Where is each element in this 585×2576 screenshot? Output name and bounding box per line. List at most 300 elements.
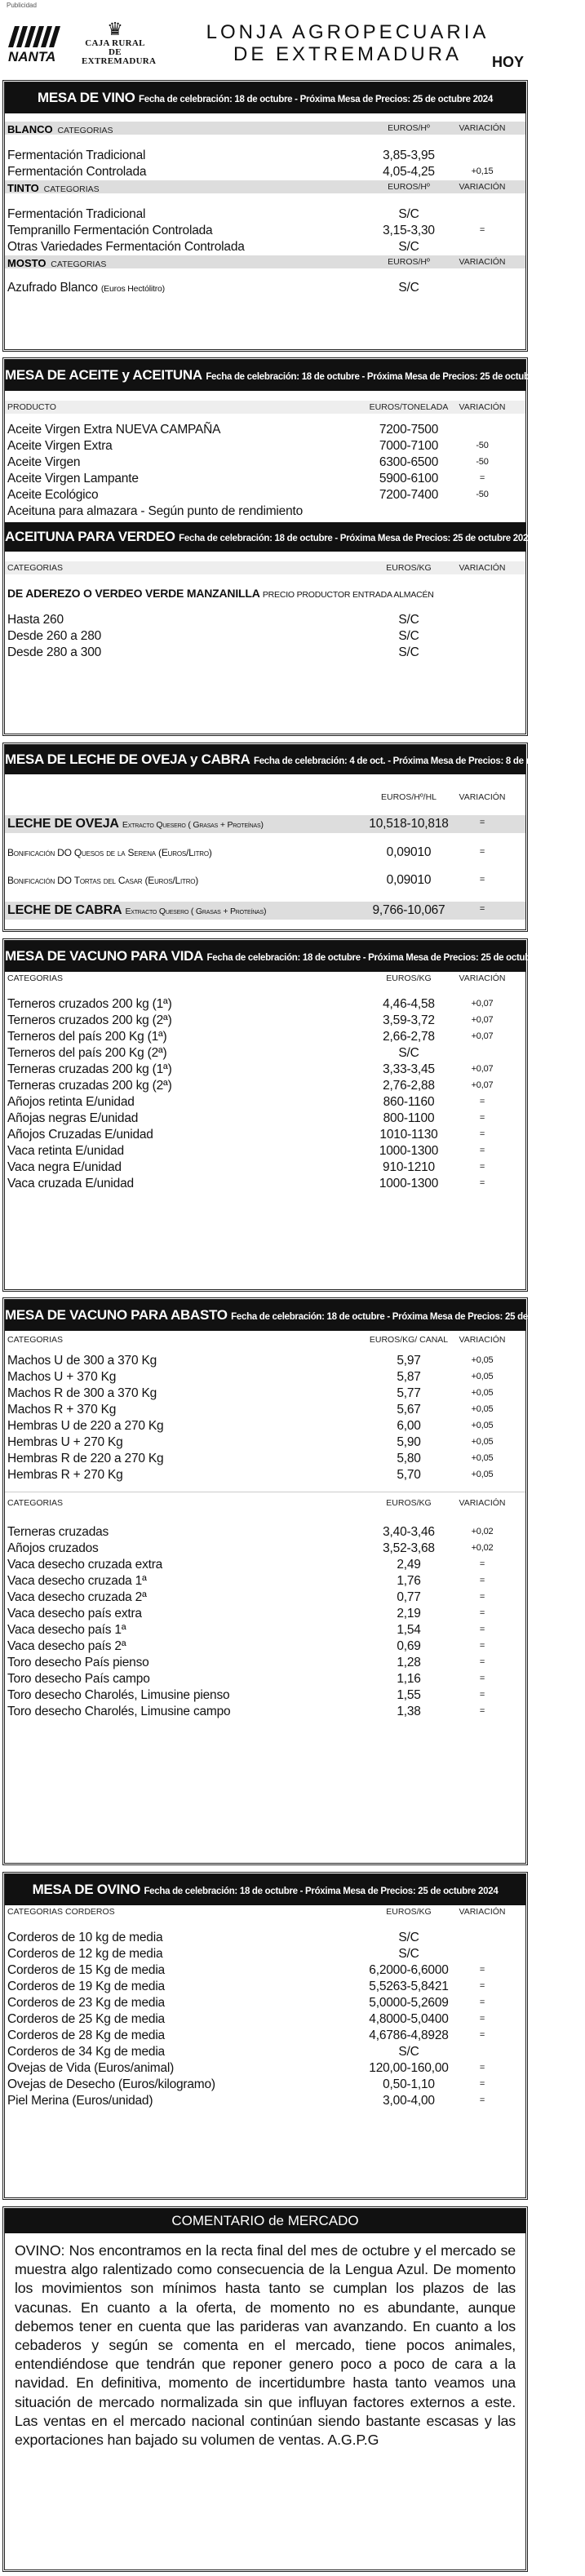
row-name: Bonificación DO Tortas del Casar (Euros/Litro) bbox=[7, 875, 199, 886]
row-name: Desde 280 a 300 bbox=[7, 645, 102, 659]
row-var: = bbox=[479, 904, 485, 914]
nanta-logo bbox=[7, 23, 77, 64]
row-price: 0,09010 bbox=[386, 845, 432, 859]
row-var: = bbox=[479, 2079, 485, 2089]
row-price: 6,2000-6,6000 bbox=[369, 1963, 449, 1977]
row-var: = bbox=[479, 2063, 485, 2073]
abasto-header-2 bbox=[5, 1496, 525, 1510]
table-row bbox=[5, 503, 525, 520]
leche-dates: Fecha de celebración: 4 de oct. - Próxima Mesa de Precios: 8 de nov. 2024 bbox=[253, 756, 566, 766]
table-row bbox=[5, 2093, 525, 2109]
verdeo-dates: Fecha de celebración: 18 de octubre - Próxima Mesa de Precios: 25 de octubre 2024 bbox=[179, 534, 534, 543]
row-name: Corderos de 25 Kg de media bbox=[7, 2012, 165, 2026]
row-name: Toro desecho Charolés, Limusine campo bbox=[7, 1705, 231, 1718]
row-price: 3,52-3,68 bbox=[383, 1541, 435, 1555]
vida-title-bar bbox=[5, 941, 561, 972]
row-name: Corderos de 34 Kg de media bbox=[7, 2045, 165, 2059]
row-price: 1010-1130 bbox=[379, 1128, 438, 1142]
row-var: = bbox=[479, 818, 485, 827]
abasto-title-bar bbox=[5, 1300, 585, 1331]
row-price: 3,40-3,46 bbox=[383, 1525, 435, 1539]
row-name: Hembras R de 220 a 270 Kg bbox=[7, 1452, 164, 1465]
leche-oveja-row bbox=[5, 815, 525, 833]
row-price: S/C bbox=[398, 281, 419, 295]
table-row bbox=[5, 1606, 525, 1622]
row-name: Vaca desecho país extra bbox=[7, 1607, 142, 1621]
ovino-header bbox=[5, 1905, 525, 1918]
row-price: 1,28 bbox=[397, 1656, 421, 1669]
row-name: Aceite Virgen Lampante bbox=[7, 472, 139, 485]
row-name: Añojos cruzados bbox=[7, 1541, 99, 1555]
ovino-unit: EUROS/KG bbox=[386, 1907, 432, 1917]
row-var: +0,02 bbox=[471, 1543, 494, 1553]
row-price: 2,66-2,78 bbox=[383, 1030, 435, 1044]
mosto-cat-label: CATEGORIAS bbox=[51, 259, 107, 269]
row-var: = bbox=[479, 1981, 485, 1991]
row-var: +0,05 bbox=[471, 1404, 494, 1414]
aceite-cat-label: PRODUCTO bbox=[7, 402, 56, 412]
row-price: 1,76 bbox=[397, 1574, 421, 1588]
vida-cat-label: CATEGORIAS bbox=[7, 973, 64, 983]
table-row bbox=[5, 1451, 525, 1467]
row-price: S/C bbox=[398, 613, 419, 627]
table-row bbox=[5, 1176, 525, 1192]
row-note: Extracto Quesero ( Grasas + Proteínas) bbox=[125, 907, 267, 916]
row-note: Extracto Quesero ( Grasas + Proteínas) bbox=[122, 820, 264, 830]
row-var: = bbox=[479, 1576, 485, 1585]
row-name: Bonificación DO Quesos de la Serena (Euros/Litro) bbox=[7, 847, 212, 858]
vino-dates: Fecha de celebración: 18 de octubre - Próxima Mesa de Precios: 25 de octubre 2024 bbox=[139, 95, 493, 104]
row-price: 800-1100 bbox=[383, 1111, 435, 1125]
row-price: 7200-7500 bbox=[379, 423, 439, 437]
abasto-cat-label: CATEGORIAS bbox=[7, 1335, 64, 1345]
table-row bbox=[5, 223, 525, 239]
row-name: Toro desecho País campo bbox=[7, 1672, 150, 1686]
tinto-header bbox=[5, 180, 525, 193]
row-var: = bbox=[479, 1559, 485, 1569]
row-var: = bbox=[479, 1706, 485, 1716]
row-price: 5,5263-5,8421 bbox=[369, 1980, 449, 1993]
row-price: 5,90 bbox=[397, 1435, 421, 1449]
ovino-section bbox=[2, 1872, 528, 2200]
blanco-cat-label: CATEGORIAS bbox=[57, 126, 113, 135]
row-name: Corderos de 19 Kg de media bbox=[7, 1980, 165, 1993]
mosto-header bbox=[5, 255, 525, 268]
vida-title: MESA DE VACUNO PARA VIDA bbox=[5, 948, 204, 964]
row-price: 9,766-10,067 bbox=[372, 903, 445, 917]
row-name: Corderos de 23 Kg de media bbox=[7, 1996, 165, 2010]
abasto-var-label: VARIACIÓN bbox=[459, 1335, 506, 1345]
row-name: Machos R + 370 Kg bbox=[7, 1403, 117, 1417]
row-name: Machos U + 370 Kg bbox=[7, 1370, 117, 1384]
table-row bbox=[5, 1353, 525, 1369]
table-row bbox=[5, 1013, 525, 1029]
row-name: Terneras cruzadas 200 kg (2ª) bbox=[7, 1079, 172, 1093]
row-name: Terneros del país 200 Kg (1ª) bbox=[7, 1030, 167, 1044]
abasto-dates: Fecha de celebración: 18 de octubre - Próxima Mesa de Precios: 25 de octubre 2024 bbox=[231, 1312, 585, 1322]
row-var: -50 bbox=[476, 441, 489, 450]
row-name: Vaca desecho cruzada 1ª bbox=[7, 1574, 147, 1588]
row-var: = bbox=[479, 1178, 485, 1188]
table-row bbox=[5, 1062, 525, 1078]
table-row bbox=[5, 2060, 525, 2077]
row-price: 910-1210 bbox=[383, 1160, 435, 1174]
row-var: = bbox=[479, 1097, 485, 1106]
row-var: = bbox=[479, 225, 485, 235]
verdeo-sub-label: DE ADEREZO O VERDEO VERDE MANZANILLA bbox=[7, 587, 260, 600]
row-var: = bbox=[479, 1997, 485, 2007]
row-var: = bbox=[479, 1129, 485, 1139]
row-var: +0,07 bbox=[471, 1031, 494, 1041]
row-var: +0,07 bbox=[471, 999, 494, 1009]
table-row bbox=[5, 645, 525, 661]
row-name: Vaca desecho país 1ª bbox=[7, 1623, 126, 1637]
abasto-unit: EUROS/KG/ CANAL bbox=[369, 1335, 449, 1345]
table-row bbox=[5, 1143, 525, 1159]
table-row bbox=[5, 1573, 525, 1589]
abasto-section bbox=[2, 1297, 585, 1865]
hoy-logo: HOY bbox=[491, 54, 524, 70]
vida-section bbox=[2, 938, 561, 1292]
row-name: Hembras R + 270 Kg bbox=[7, 1468, 123, 1482]
row-price: 1,38 bbox=[397, 1705, 421, 1718]
row-name: Fermentación Tradicional bbox=[7, 149, 146, 162]
table-row bbox=[5, 1045, 525, 1062]
caja-rural-logo bbox=[82, 19, 157, 69]
table-row bbox=[5, 1369, 525, 1386]
tinto-cat-label: CATEGORIAS bbox=[43, 184, 100, 194]
row-price: 2,76-2,88 bbox=[383, 1079, 435, 1093]
verdeo-header bbox=[5, 561, 525, 574]
row-name: Vaca cruzada E/unidad bbox=[7, 1177, 134, 1190]
table-row bbox=[5, 1418, 525, 1434]
leche-section bbox=[2, 743, 566, 932]
row-name: Vaca desecho país 2ª bbox=[7, 1639, 126, 1653]
row-price: 3,85-3,95 bbox=[383, 149, 435, 162]
table-row bbox=[5, 1704, 525, 1720]
row-name: Azufrado Blanco bbox=[7, 281, 98, 295]
leche-title: MESA DE LECHE DE OVEJA y CABRA bbox=[5, 752, 250, 767]
row-name: Corderos de 12 kg de media bbox=[7, 1947, 163, 1961]
vida-header bbox=[5, 972, 525, 985]
table-row bbox=[5, 164, 525, 180]
aceite-var-label: VARIACIÓN bbox=[459, 402, 506, 412]
abasto-cat-label-2: CATEGORIAS bbox=[7, 1498, 64, 1508]
nanta-logo-text: NANTA bbox=[8, 49, 56, 64]
row-price: 4,05-4,25 bbox=[383, 165, 435, 179]
row-name: Aceite Ecológico bbox=[7, 488, 99, 502]
table-row bbox=[5, 422, 525, 438]
row-price: 5,67 bbox=[397, 1403, 421, 1417]
verdeo-cat-label: CATEGORIAS bbox=[7, 563, 64, 573]
row-price: 2,19 bbox=[397, 1607, 421, 1621]
row-price: 0,69 bbox=[397, 1639, 421, 1653]
mosto-var-label: VARIACIÓN bbox=[459, 257, 506, 267]
table-row bbox=[5, 454, 525, 471]
row-price: S/C bbox=[398, 240, 419, 254]
row-var: -50 bbox=[476, 490, 489, 499]
ovino-rows bbox=[5, 1930, 525, 2109]
row-var: +0,05 bbox=[471, 1437, 494, 1447]
row-name: Aceituna para almazara - Según punto de rendimiento bbox=[7, 504, 304, 518]
row-var: = bbox=[479, 1690, 485, 1700]
row-price: 1,54 bbox=[397, 1623, 421, 1637]
aceite-section bbox=[2, 357, 561, 736]
row-var: +0,02 bbox=[471, 1527, 494, 1536]
ovino-title: MESA DE OVINO bbox=[32, 1882, 140, 1897]
row-var: = bbox=[479, 2095, 485, 2105]
row-name: Añojos Cruzadas E/unidad bbox=[7, 1128, 153, 1142]
row-name: Machos R de 300 a 370 Kg bbox=[7, 1386, 157, 1400]
table-row bbox=[5, 1386, 525, 1402]
row-var: = bbox=[479, 2030, 485, 2040]
row-var: +0,05 bbox=[471, 1470, 494, 1479]
mosto-unit: EUROS/Hº bbox=[388, 257, 430, 267]
vida-dates: Fecha de celebración: 18 de octubre - Próxima Mesa de Precios: 25 de octubre 2024 bbox=[206, 953, 561, 963]
table-row bbox=[5, 1029, 525, 1045]
table-row bbox=[5, 471, 525, 487]
row-var: = bbox=[479, 1608, 485, 1618]
verdeo-subheader bbox=[5, 584, 525, 605]
row-price: 1,55 bbox=[397, 1688, 421, 1702]
row-price: 5,70 bbox=[397, 1468, 421, 1482]
table-row bbox=[5, 1402, 525, 1418]
row-var: = bbox=[479, 1641, 485, 1651]
row-name: Tempranillo Fermentación Controlada bbox=[7, 224, 213, 237]
table-row bbox=[5, 1524, 525, 1541]
ovino-dates: Fecha de celebración: 18 de octubre - Próxima Mesa de Precios: 25 de octubre 2024 bbox=[144, 1887, 499, 1896]
row-name: Fermentación Controlada bbox=[7, 165, 147, 179]
table-row bbox=[5, 280, 525, 296]
row-var: +0,07 bbox=[471, 1080, 494, 1090]
vino-title: MESA DE VINO bbox=[38, 90, 135, 105]
ovino-title-bar bbox=[5, 1874, 525, 1905]
row-name: Ovejas de Desecho (Euros/kilogramo) bbox=[7, 2077, 215, 2091]
page-header bbox=[0, 13, 530, 70]
row-price: S/C bbox=[398, 629, 419, 643]
row-price: 6,00 bbox=[397, 1419, 421, 1433]
row-price: 5,80 bbox=[397, 1452, 421, 1465]
comentario-text: OVINO: Nos encontramos en la recta final del mes de octubre y el mercado se muestra algo ralentizado como consecuencia de la Lengua Azul. De momento los movimientos son mínimos hasta tanto se cumplan los plazos de las vacunas. En cuanto a la oferta, de momento no es abundante, aunque debemos tener en cuenta que las parideras van avanzando. En cuanto a los cebaderos y según se comenta en el mercado, tiene pocos animales, entendiéndose que tendrán que reponer genero poco a poco de cara a la navidad. En definitiva, momento de incertidumbre hasta tanto veamos una situación de mercado normalizada sin que influyan factores externos a este. Las ventas en el mercado nacional continúan siendo bastante escasas y las exportaciones han bajado su volumen de ventas. A.G.P.G bbox=[15, 2242, 516, 2449]
row-name: LECHE DE OVEJA bbox=[7, 817, 119, 831]
row-var: = bbox=[479, 473, 485, 483]
row-var: = bbox=[479, 875, 485, 885]
table-row bbox=[5, 148, 525, 164]
row-price: 5900-6100 bbox=[379, 472, 439, 485]
row-price: 1000-1300 bbox=[379, 1177, 439, 1190]
row-price: 0,77 bbox=[397, 1590, 421, 1604]
table-row bbox=[5, 1078, 525, 1094]
row-price: 3,00-4,00 bbox=[383, 2094, 435, 2108]
row-var: = bbox=[479, 1657, 485, 1667]
caja-rural-line2: DE EXTREMADURA bbox=[82, 47, 157, 66]
comentario-title: COMENTARIO de MERCADO bbox=[171, 2213, 359, 2228]
table-row bbox=[5, 1434, 525, 1451]
table-row bbox=[5, 2077, 525, 2093]
vida-unit: EUROS/KG bbox=[386, 973, 432, 983]
vida-rows bbox=[5, 996, 525, 1192]
leche-var-label: VARIACIÓN bbox=[459, 792, 506, 802]
row-price: 2,49 bbox=[397, 1558, 421, 1572]
table-row bbox=[5, 1946, 525, 1962]
row-price: 120,00-160,00 bbox=[369, 2061, 449, 2075]
row-price: 5,97 bbox=[397, 1354, 421, 1368]
abasto-rows bbox=[5, 1353, 525, 1483]
row-var: = bbox=[479, 2014, 485, 2024]
row-name: Otras Variedades Fermentación Controlada bbox=[7, 240, 245, 254]
comentario-section bbox=[2, 2206, 528, 2572]
crest-icon: ♛ bbox=[107, 19, 123, 39]
aceite-header bbox=[5, 401, 525, 414]
table-row bbox=[5, 239, 525, 255]
table-row bbox=[5, 1638, 525, 1655]
vino-section bbox=[2, 80, 528, 352]
table-row bbox=[5, 872, 525, 889]
table-row bbox=[5, 1541, 525, 1557]
row-name: Piel Merina (Euros/unidad) bbox=[7, 2094, 153, 2108]
table-row bbox=[5, 1671, 525, 1687]
row-name: Ovejas de Vida (Euros/animal) bbox=[7, 2061, 175, 2075]
row-price: 1,16 bbox=[397, 1672, 421, 1686]
row-name: Aceite Virgen Extra bbox=[7, 439, 113, 453]
abasto-title: MESA DE VACUNO PARA ABASTO bbox=[5, 1307, 228, 1323]
row-price: 4,6786-4,8928 bbox=[369, 2028, 449, 2042]
row-price: 4,46-4,58 bbox=[383, 997, 435, 1011]
table-row bbox=[5, 1557, 525, 1573]
row-price: S/C bbox=[398, 1931, 419, 1944]
table-row bbox=[5, 996, 525, 1013]
verdeo-unit: EUROS/KG bbox=[386, 563, 432, 573]
row-name: Añojos retinta E/unidad bbox=[7, 1095, 135, 1109]
row-price: S/C bbox=[398, 1947, 419, 1961]
row-price: 3,59-3,72 bbox=[383, 1013, 435, 1027]
row-var: +0,05 bbox=[471, 1355, 494, 1365]
table-row bbox=[5, 206, 525, 223]
comentario-title-bar bbox=[5, 2209, 525, 2233]
row-note: (Euros Hectólitro) bbox=[100, 284, 165, 294]
row-name: Aceite Virgen bbox=[7, 455, 81, 469]
row-price: 3,33-3,45 bbox=[383, 1062, 435, 1076]
table-row bbox=[5, 1589, 525, 1606]
vida-var-label: VARIACIÓN bbox=[459, 973, 506, 983]
row-var: = bbox=[479, 1162, 485, 1172]
row-var: +0,15 bbox=[471, 166, 494, 176]
mosto-label: MOSTO bbox=[7, 257, 47, 269]
blanco-var-label: VARIACIÓN bbox=[459, 123, 506, 133]
table-row bbox=[5, 1655, 525, 1671]
row-name: Vaca desecho cruzada 2ª bbox=[7, 1590, 147, 1604]
nanta-logo-mark bbox=[7, 23, 77, 64]
row-name: Terneras cruzadas bbox=[7, 1525, 109, 1539]
table-row bbox=[5, 1962, 525, 1979]
blanco-unit: EUROS/Hº bbox=[388, 123, 430, 133]
row-name: Fermentación Tradicional bbox=[7, 207, 146, 221]
verdeo-title-bar bbox=[5, 522, 534, 552]
ovino-var-label: VARIACIÓN bbox=[459, 1907, 506, 1917]
row-price: 5,77 bbox=[397, 1386, 421, 1400]
row-name: Hasta 260 bbox=[7, 613, 64, 627]
row-name: Toro desecho País pienso bbox=[7, 1656, 149, 1669]
row-var: = bbox=[479, 1625, 485, 1634]
aceite-unit: EUROS/TONELADA bbox=[369, 402, 449, 412]
row-price: 3,15-3,30 bbox=[383, 224, 435, 237]
row-price: S/C bbox=[398, 207, 419, 221]
row-name: Hembras U + 270 Kg bbox=[7, 1435, 123, 1449]
row-name: Terneros cruzados 200 kg (2ª) bbox=[7, 1013, 172, 1027]
row-name: Corderos de 28 Kg de media bbox=[7, 2028, 165, 2042]
row-price: 5,87 bbox=[397, 1370, 421, 1384]
table-row bbox=[5, 1622, 525, 1638]
row-var: = bbox=[479, 1113, 485, 1123]
table-row bbox=[5, 2011, 525, 2028]
row-price: S/C bbox=[398, 2045, 419, 2059]
blanco-header bbox=[5, 122, 525, 135]
table-row bbox=[5, 1930, 525, 1946]
row-name: Añojas negras E/unidad bbox=[7, 1111, 139, 1125]
row-var: +0,07 bbox=[471, 1064, 494, 1074]
row-var: +0,05 bbox=[471, 1421, 494, 1430]
row-name: Hembras U de 220 a 270 Kg bbox=[7, 1419, 164, 1433]
row-price: 10,518-10,818 bbox=[369, 817, 449, 831]
row-price: 7000-7100 bbox=[379, 439, 439, 453]
table-row bbox=[5, 1159, 525, 1176]
row-var: = bbox=[479, 847, 485, 857]
row-price: 860-1160 bbox=[383, 1095, 435, 1109]
row-name: Terneros del país 200 Kg (2ª) bbox=[7, 1046, 167, 1060]
row-var: = bbox=[479, 1674, 485, 1683]
row-price: S/C bbox=[398, 645, 419, 659]
row-name: Corderos de 15 Kg de media bbox=[7, 1963, 165, 1977]
row-var: = bbox=[479, 1965, 485, 1975]
table-row bbox=[5, 1127, 525, 1143]
row-name: Aceite Virgen Extra NUEVA CAMPAÑA bbox=[7, 423, 221, 437]
page-title: LONJA AGROPECUARIA DE EXTREMADURA bbox=[206, 21, 490, 65]
row-price: 5,0000-5,2609 bbox=[369, 1996, 449, 2010]
row-var: +0,05 bbox=[471, 1372, 494, 1381]
row-var: = bbox=[479, 1592, 485, 1602]
table-row bbox=[5, 1995, 525, 2011]
aceite-title: MESA DE ACEITE y ACEITUNA bbox=[5, 367, 202, 383]
ovino-cat-label: CATEGORIAS CORDEROS bbox=[7, 1907, 115, 1917]
row-name: Terneras cruzadas 200 kg (1ª) bbox=[7, 1062, 172, 1076]
aceite-title-bar bbox=[5, 360, 561, 391]
row-name: Vaca retinta E/unidad bbox=[7, 1144, 124, 1158]
table-row bbox=[5, 2028, 525, 2044]
row-name: LECHE DE CABRA bbox=[7, 903, 122, 917]
table-row bbox=[5, 1687, 525, 1704]
table-row bbox=[5, 1979, 525, 1995]
row-price: 7200-7400 bbox=[379, 488, 439, 502]
abasto-rows-2 bbox=[5, 1524, 525, 1720]
table-row bbox=[5, 487, 525, 503]
abasto-header bbox=[5, 1333, 525, 1346]
source-note: Publicidad bbox=[7, 2, 37, 9]
row-name: Toro desecho Charolés, Limusine pienso bbox=[7, 1688, 230, 1702]
row-name: Terneros cruzados 200 kg (1ª) bbox=[7, 997, 172, 1011]
row-name: Desde 260 a 280 bbox=[7, 629, 102, 643]
tinto-unit: EUROS/Hº bbox=[388, 182, 430, 192]
leche-cabra-row bbox=[5, 902, 525, 920]
table-row bbox=[5, 1094, 525, 1111]
row-price: 6300-6500 bbox=[379, 455, 439, 469]
row-var: +0,05 bbox=[471, 1453, 494, 1463]
row-name: Vaca negra E/unidad bbox=[7, 1160, 122, 1174]
table-row bbox=[5, 2044, 525, 2060]
table-row bbox=[5, 612, 525, 628]
row-price: 4,8000-5,0400 bbox=[369, 2012, 449, 2026]
verdeo-title: ACEITUNA PARA VERDEO bbox=[5, 529, 175, 544]
table-row bbox=[5, 1467, 525, 1483]
